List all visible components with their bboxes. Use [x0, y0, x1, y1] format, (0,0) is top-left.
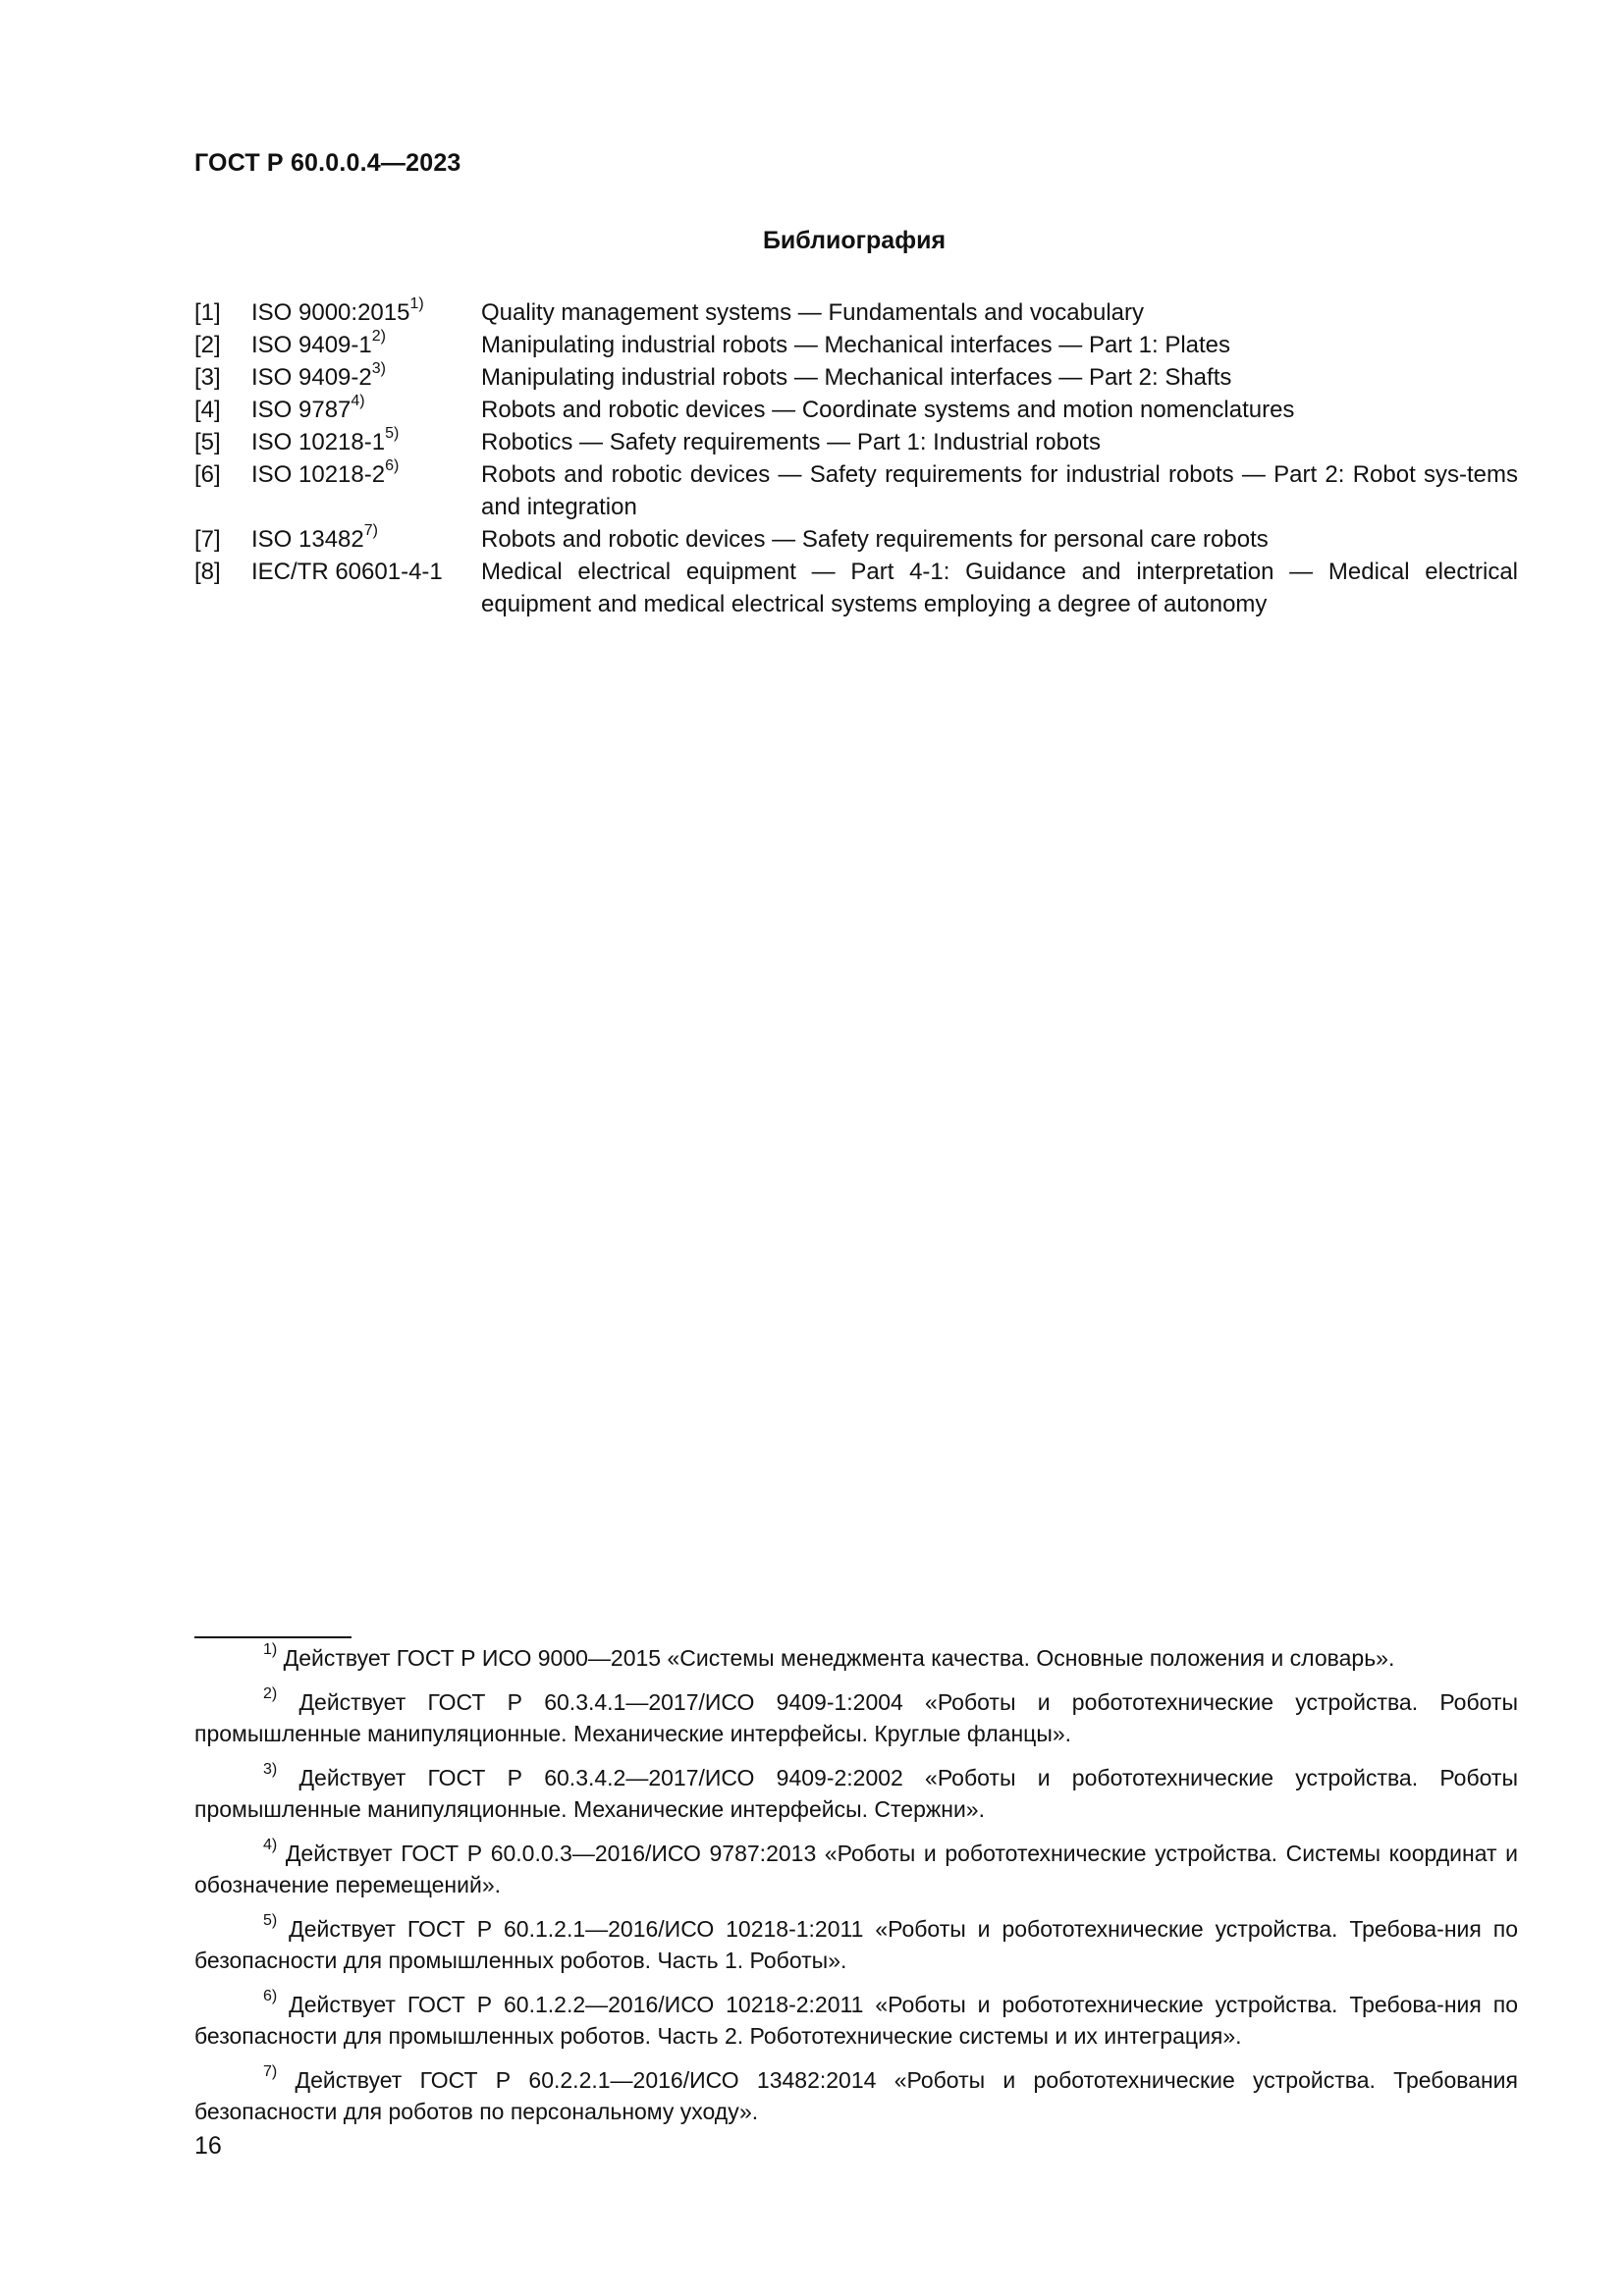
footnote-text: Действует ГОСТ Р 60.3.4.1—2017/ИСО 9409-1:2004 «Роботы и робототехнические устройства. Роботы промышленные манипуляционные. Механические интерфейсы. Круглые фланцы».: [194, 1689, 1518, 1746]
reference-number: [6]: [194, 461, 221, 488]
reference-number: [7]: [194, 526, 221, 553]
page-number: 16: [194, 2132, 222, 2160]
reference-code: [251, 361, 481, 394]
footnote-text: Действует ГОСТ Р 60.2.2.1—2016/ИСО 13482:2014 «Роботы и робототехнические устройства. Требования безопасности для роботов по персональному уходу».: [194, 2067, 1518, 2124]
reference-code: [251, 296, 481, 329]
reference-title: Quality management systems — Fundamentals and vocabulary: [481, 299, 1144, 326]
reference-code: [251, 458, 481, 491]
reference-code: [251, 556, 481, 588]
footnote-marker: 2): [371, 328, 386, 345]
footnote-mark: 7): [263, 2063, 278, 2081]
reference-code-text: ISO 10218-2: [251, 461, 386, 488]
reference-item: [194, 426, 1518, 458]
footnote: [194, 1762, 1518, 1825]
footnote: [194, 1642, 1518, 1674]
reference-title: Manipulating industrial robots — Mechanical interfaces — Part 1: Plates: [481, 332, 1231, 358]
footnote-marker: 3): [371, 360, 386, 377]
footnote-text: Действует ГОСТ Р 60.1.2.1—2016/ИСО 10218-1:2011 «Роботы и робототехнические устройства. Требова-ния по безопасности для промышленных роботов. Часть 1. Роботы».: [194, 1916, 1519, 1973]
footnote-marker: 6): [385, 457, 400, 474]
reference-number: [5]: [194, 429, 221, 455]
footnote-text: Действует ГОСТ Р 60.0.0.3—2016/ИСО 9787:2013 «Роботы и робототехнические устройства. Системы координат и обозначение перемещений».: [194, 1841, 1518, 1897]
footnote-marker: 1): [409, 295, 424, 312]
document-code-header: ГОСТ Р 60.0.0.4—2023: [194, 149, 461, 177]
footnote: [194, 1838, 1518, 1900]
reference-code-text: ISO 9409-1: [251, 332, 372, 358]
reference-code-text: ISO 9409-2: [251, 364, 372, 391]
footnote: [194, 1989, 1518, 2052]
reference-number: [4]: [194, 397, 221, 423]
footnotes: [194, 1642, 1518, 2140]
reference-item: [194, 458, 1518, 523]
reference-code: [251, 394, 481, 426]
footnote-mark: 1): [263, 1641, 278, 1659]
reference-number: [3]: [194, 364, 221, 391]
reference-code: [251, 329, 481, 361]
bibliography-list: [194, 296, 1518, 620]
footnote-mark: 4): [263, 1837, 278, 1854]
footnote-mark: 3): [263, 1761, 278, 1779]
footnote: [194, 2064, 1518, 2127]
footnote-text: Действует ГОСТ Р 60.3.4.2—2017/ИСО 9409-2:2002 «Роботы и робототехнические устройства. Роботы промышленные манипуляционные. Механические интерфейсы. Стержни».: [194, 1765, 1518, 1822]
reference-code: [251, 426, 481, 458]
footnote-text: Действует ГОСТ Р ИСО 9000—2015 «Системы менеджмента качества. Основные положения и словарь».: [283, 1645, 1395, 1671]
reference-item: [194, 296, 1518, 329]
bibliography-title: Библиография: [762, 227, 947, 254]
reference-item: [194, 361, 1518, 394]
reference-code-text: ISO 9000:2015: [251, 299, 410, 326]
reference-code-text: IEC/TR 60601-4-1: [251, 559, 443, 585]
reference-number: [2]: [194, 332, 221, 358]
reference-code-text: ISO 9787: [251, 397, 352, 423]
reference-item: [194, 329, 1518, 361]
footnote-text: Действует ГОСТ Р 60.1.2.2—2016/ИСО 10218-2:2011 «Роботы и робототехнические устройства. Требова-ния по безопасности для промышленных роботов. Часть 2. Робототехнические системы и их интеграция».: [194, 1992, 1519, 2049]
reference-title: Manipulating industrial robots — Mechanical interfaces — Part 2: Shafts: [481, 364, 1232, 391]
reference-item: [194, 556, 1518, 620]
footnote-marker: 4): [351, 393, 365, 409]
reference-number: [8]: [194, 559, 221, 585]
reference-title: Robots and robotic devices — Coordinate systems and motion nomenclatures: [481, 397, 1295, 423]
reference-number: [1]: [194, 299, 221, 326]
reference-code-text: ISO 13482: [251, 526, 364, 553]
footnote-mark: 6): [263, 1988, 278, 2005]
reference-title: Robots and robotic devices — Safety requirements for industrial robots — Part 2: Robot sys-tems and integration: [481, 461, 1518, 520]
reference-code: [251, 523, 481, 556]
footnote-mark: 5): [263, 1912, 278, 1930]
footnote: [194, 1686, 1518, 1749]
footnote-marker: 5): [385, 425, 400, 442]
footnote: [194, 1913, 1518, 1976]
reference-title: Robotics — Safety requirements — Part 1: Industrial robots: [481, 429, 1101, 455]
footnote-marker: 7): [363, 522, 378, 539]
reference-item: [194, 523, 1518, 556]
reference-title: Robots and robotic devices — Safety requirements for personal care robots: [481, 526, 1269, 553]
reference-item: [194, 394, 1518, 426]
reference-code-text: ISO 10218-1: [251, 429, 386, 455]
reference-title: Medical electrical equipment — Part 4-1: Guidance and interpretation — Medical electrical equipment and medical electrical systems employing a degree of autonomy: [481, 559, 1518, 617]
footnote-mark: 2): [263, 1685, 278, 1703]
footnote-separator: [194, 1636, 352, 1638]
